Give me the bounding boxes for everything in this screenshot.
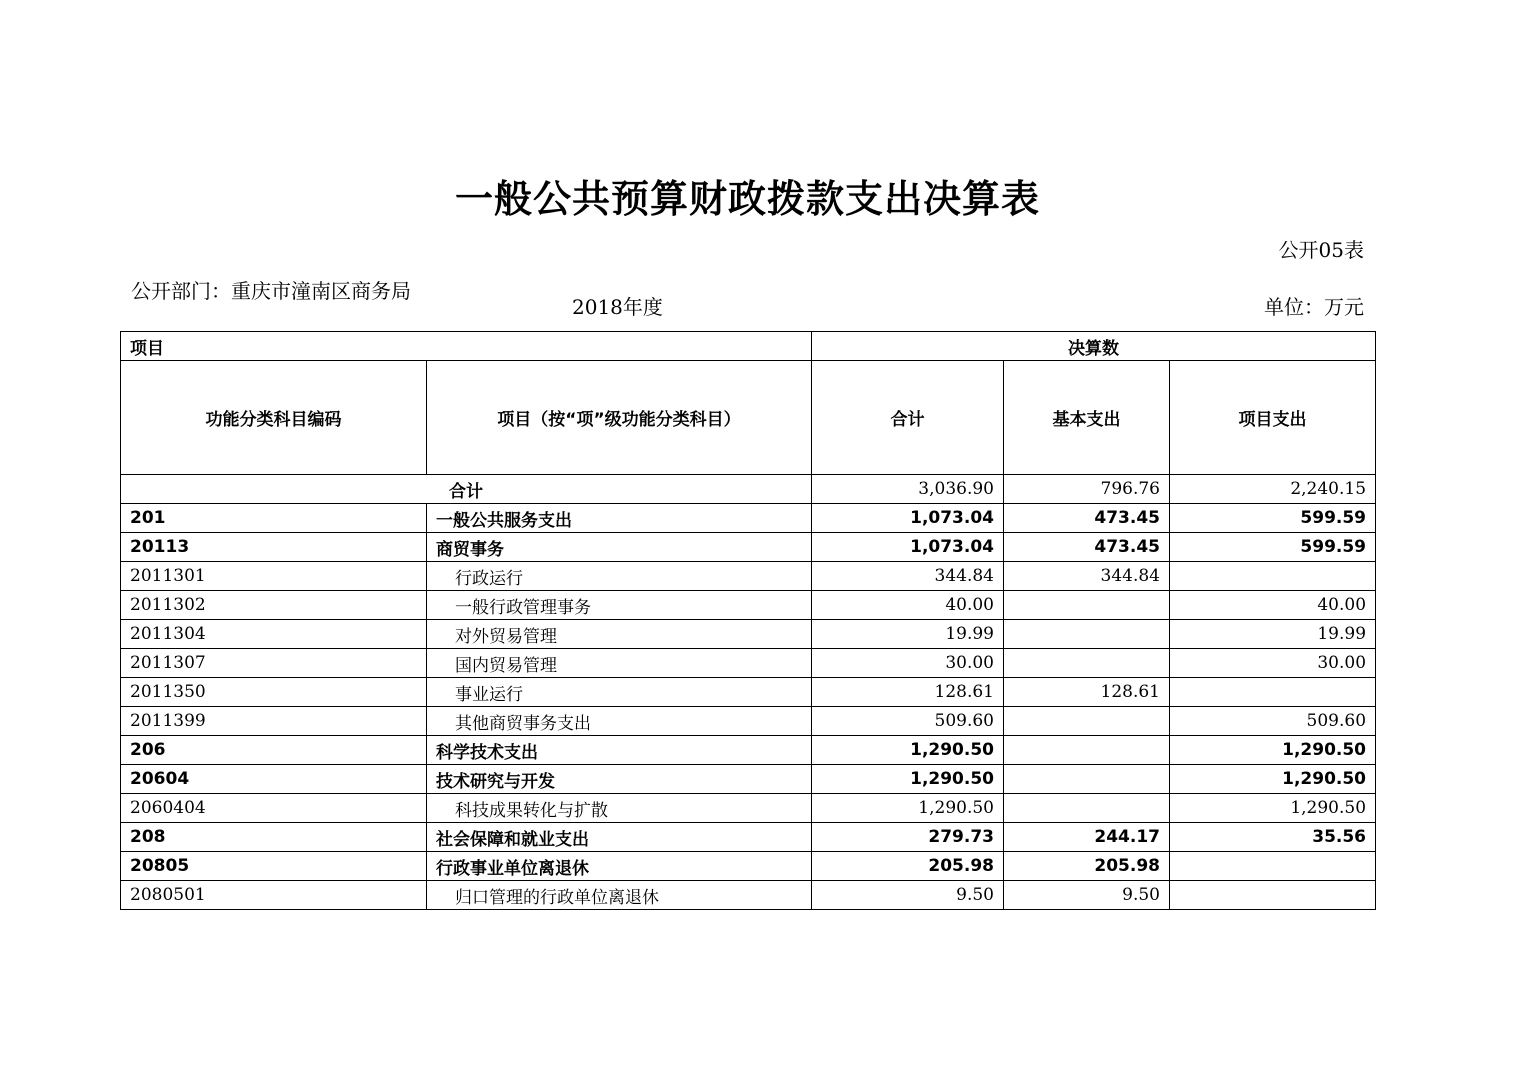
- row-code: 208: [121, 823, 427, 852]
- row-total: 1,073.04: [812, 533, 1004, 562]
- row-name: 其他商贸事务支出: [427, 707, 812, 736]
- row-code: 2011307: [121, 649, 427, 678]
- row-project: 599.59: [1170, 533, 1376, 562]
- table-row: [121, 649, 1376, 678]
- row-project: 1,290.50: [1170, 765, 1376, 794]
- row-basic: [1004, 649, 1170, 678]
- total-row: [121, 475, 1376, 504]
- table-row: [121, 794, 1376, 823]
- row-project: 30.00: [1170, 649, 1376, 678]
- table-row: [121, 852, 1376, 881]
- total-label: 合计: [121, 475, 812, 504]
- row-code: 2011302: [121, 591, 427, 620]
- total-basic: 796.76: [1004, 475, 1170, 504]
- row-basic: [1004, 707, 1170, 736]
- row-basic: 205.98: [1004, 852, 1170, 881]
- row-basic: [1004, 794, 1170, 823]
- table-row: [121, 562, 1376, 591]
- form-number: 公开05表: [1278, 238, 1364, 262]
- header-item: 项目: [121, 332, 812, 361]
- table-row: [121, 591, 1376, 620]
- row-code: 20604: [121, 765, 427, 794]
- total-amount: 3,036.90: [812, 475, 1004, 504]
- row-code: 206: [121, 736, 427, 765]
- row-name: 技术研究与开发: [427, 765, 812, 794]
- row-name: 科技成果转化与扩散: [427, 794, 812, 823]
- table-row: [121, 620, 1376, 649]
- row-project: 599.59: [1170, 504, 1376, 533]
- fiscal-year: 2018年度: [572, 295, 663, 319]
- table-row: [121, 823, 1376, 852]
- row-total: 9.50: [812, 881, 1004, 910]
- header-item-name: 项目（按“项”级功能分类科目）: [427, 361, 812, 475]
- row-name: 归口管理的行政单位离退休: [427, 881, 812, 910]
- row-basic: 473.45: [1004, 504, 1170, 533]
- row-project: 509.60: [1170, 707, 1376, 736]
- header-project: 项目支出: [1170, 361, 1376, 475]
- row-code: 201: [121, 504, 427, 533]
- row-name: 商贸事务: [427, 533, 812, 562]
- total-project: 2,240.15: [1170, 475, 1376, 504]
- row-code: 2011301: [121, 562, 427, 591]
- row-total: 279.73: [812, 823, 1004, 852]
- row-total: 344.84: [812, 562, 1004, 591]
- table-row: [121, 707, 1376, 736]
- table-row: [121, 765, 1376, 794]
- row-project: 40.00: [1170, 591, 1376, 620]
- row-code: 2060404: [121, 794, 427, 823]
- table-row: [121, 504, 1376, 533]
- row-project: 1,290.50: [1170, 736, 1376, 765]
- row-project: [1170, 881, 1376, 910]
- header-basic: 基本支出: [1004, 361, 1170, 475]
- row-total: 128.61: [812, 678, 1004, 707]
- row-total: 1,290.50: [812, 765, 1004, 794]
- row-basic: 128.61: [1004, 678, 1170, 707]
- row-basic: 473.45: [1004, 533, 1170, 562]
- row-name: 行政事业单位离退休: [427, 852, 812, 881]
- row-total: 509.60: [812, 707, 1004, 736]
- row-name: 一般行政管理事务: [427, 591, 812, 620]
- table-row: [121, 736, 1376, 765]
- budget-table: [120, 331, 1376, 910]
- header-row-top: [121, 332, 1376, 361]
- row-code: 2011350: [121, 678, 427, 707]
- row-name: 行政运行: [427, 562, 812, 591]
- row-name: 科学技术支出: [427, 736, 812, 765]
- row-project: [1170, 678, 1376, 707]
- row-project: 35.56: [1170, 823, 1376, 852]
- table-row: [121, 533, 1376, 562]
- row-code: 2080501: [121, 881, 427, 910]
- row-basic: [1004, 736, 1170, 765]
- row-basic: [1004, 591, 1170, 620]
- row-code: 20113: [121, 533, 427, 562]
- row-name: 国内贸易管理: [427, 649, 812, 678]
- row-total: 205.98: [812, 852, 1004, 881]
- row-name: 一般公共服务支出: [427, 504, 812, 533]
- row-name: 社会保障和就业支出: [427, 823, 812, 852]
- header-row-columns: [121, 361, 1376, 475]
- row-project: [1170, 562, 1376, 591]
- unit-label: 单位：万元: [1264, 295, 1364, 319]
- row-basic: [1004, 765, 1170, 794]
- row-total: 30.00: [812, 649, 1004, 678]
- department-label: 公开部门：重庆市潼南区商务局: [131, 279, 411, 303]
- row-code: 2011399: [121, 707, 427, 736]
- row-project: 19.99: [1170, 620, 1376, 649]
- row-total: 40.00: [812, 591, 1004, 620]
- row-code: 20805: [121, 852, 427, 881]
- header-code: 功能分类科目编码: [121, 361, 427, 475]
- row-basic: 244.17: [1004, 823, 1170, 852]
- row-name: 事业运行: [427, 678, 812, 707]
- row-total: 19.99: [812, 620, 1004, 649]
- row-code: 2011304: [121, 620, 427, 649]
- table-row: [121, 678, 1376, 707]
- row-project: 1,290.50: [1170, 794, 1376, 823]
- row-basic: 344.84: [1004, 562, 1170, 591]
- table-row: [121, 881, 1376, 910]
- row-basic: [1004, 620, 1170, 649]
- header-final-amount: 决算数: [812, 332, 1376, 361]
- row-name: 对外贸易管理: [427, 620, 812, 649]
- header-total: 合计: [812, 361, 1004, 475]
- row-basic: 9.50: [1004, 881, 1170, 910]
- row-total: 1,290.50: [812, 794, 1004, 823]
- row-total: 1,290.50: [812, 736, 1004, 765]
- page-title: 一般公共预算财政拨款支出决算表: [454, 177, 1040, 221]
- row-project: [1170, 852, 1376, 881]
- row-total: 1,073.04: [812, 504, 1004, 533]
